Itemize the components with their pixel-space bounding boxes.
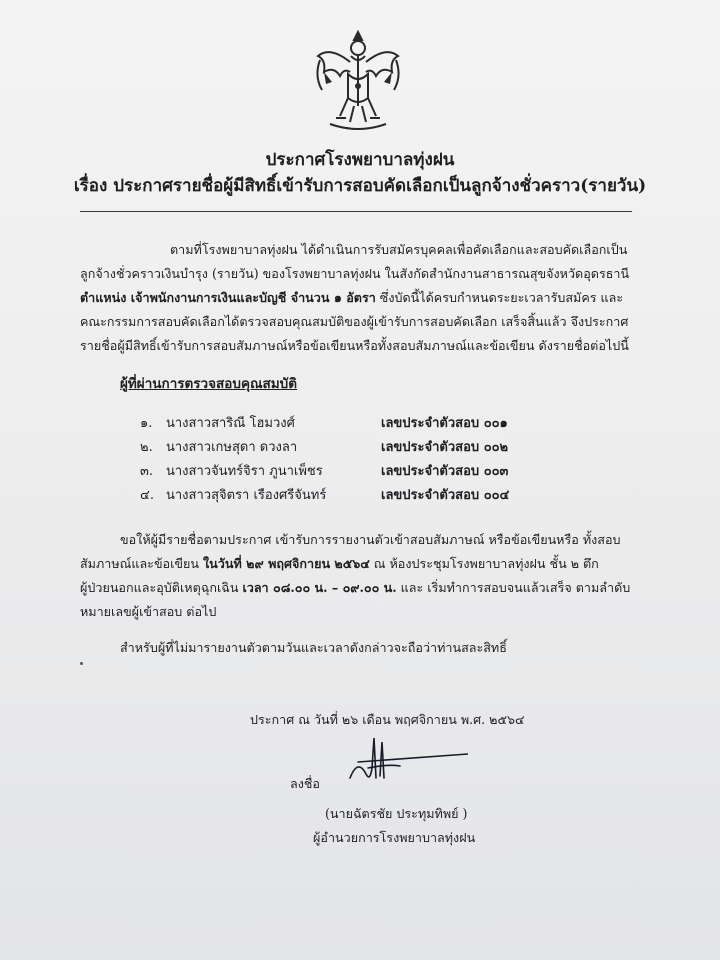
position-text: ตำแหน่ง เจ้าพนักงานการเงินและบัญชี จำนวน ๑ อัตรา [80,290,376,305]
candidate-row: ๔. นางสาวสุจิตรา เรืองศรีจันทร์ [140,488,327,503]
announcement-title: ประกาศโรงพยาบาลทุ่งฝน [265,150,455,170]
candidate-name: นางสาวสุจิตรา เรืองศรีจันทร์ [166,488,327,503]
section-heading: ผู้ที่ผ่านการตรวจสอบคุณสมบัติ [120,376,297,392]
report-line-4: หมายเลขผู้เข้าสอบ ต่อไป [80,604,217,619]
paper-speck [80,662,83,665]
candidate-name: นางสาวเกษสุดา ดวงลา [166,440,298,455]
candidate-exam-number: เลขประจำตัวสอบ ๐๐๑ [381,416,508,431]
signature [328,728,468,798]
absent-notice: สำหรับผู้ที่ไม่มารายงานตัวตามวันและเวลาดังกล่าวจะถือว่าท่านสละสิทธิ์ [120,640,507,655]
intro-line-3-rest: ซึ่งบัดนี้ได้ครบกำหนดระยะเวลารับสมัคร และ [375,290,624,305]
header-divider [80,211,632,212]
report-line-1: ขอให้ผู้มีรายชื่อตามประกาศ เข้ารับการรายงานตัวเข้าสอบสัมภาษณ์ หรือข้อเขียนหรือ ทั้งสอบ [120,532,621,547]
exam-time: เวลา ๐๘.๐๐ น. – ๐๙.๐๐ น. [242,580,397,595]
report-line-2: สัมภาษณ์และข้อเขียน ในวันที่ ๒๙ พฤศจิกายน ๒๕๖๔ ณ ห้องประชุมโรงพยาบาลทุ่งฝน ชั้น ๒ ตึก [80,556,599,571]
intro-line-3 [80,288,623,308]
candidate-name: นางสาวสาริณี โฮมวงศ์ [166,416,295,431]
signer-name: (นายฉัตรชัย ประทุมทิพย์ ) [325,806,468,821]
candidate-row: ๒. นางสาวเกษสุดา ดวงลา [140,440,298,455]
intro-line-4: คณะกรรมการสอบคัดเลือกได้ตรวจสอบคุณสมบัติของผู้เข้ารับการสอบคัดเลือก เสร็จสิ้นแล้ว จึงประกาศ [80,314,629,329]
intro-line-1: ตามที่โรงพยาบาลทุ่งฝน ได้ดำเนินการรับสมัครบุคคลเพื่อคัดเลือกและสอบคัดเลือกเป็น [170,242,628,257]
announcement-subject: เรื่อง ประกาศรายชื่อผู้มีสิทธิ์เข้ารับการสอบคัดเลือกเป็นลูกจ้างชั่วคราว(รายวัน) [73,176,647,196]
signer-position: ผู้อำนวยการโรงพยาบาลทุ่งฝน [313,830,476,845]
garuda-emblem [310,26,406,134]
report-line-3: ผู้ป่วยนอกและอุบัติเหตุฉุกเฉิน เวลา ๐๘.๐๐ น. – ๐๙.๐๐ น. และ เริ่มทำการสอบจนแล้วเสร็จ ตามลำดับ [80,580,631,595]
intro-line-5: รายชื่อผู้มีสิทธิ์เข้ารับการสอบสัมภาษณ์หรือข้อเขียนหรือทั้งสอบสัมภาษณ์และข้อเขียน ดังรายชื่อต่อไปนี้ [80,338,629,353]
candidate-row: ๓. นางสาวจันทร์จิรา ภูนาเพ็ชร [140,464,323,479]
candidate-row: ๑. นางสาวสาริณี โฮมวงศ์ [140,416,295,431]
announcement-date: ประกาศ ณ วันที่ ๒๖ เดือน พฤศจิกายน พ.ศ. ๒๕๖๔ [250,712,525,727]
exam-date: ในวันที่ ๒๙ พฤศจิกายน ๒๕๖๔ [203,556,370,571]
candidate-exam-number: เลขประจำตัวสอบ ๐๐๒ [381,440,509,455]
candidate-exam-number: เลขประจำตัวสอบ ๐๐๔ [381,488,510,503]
candidate-exam-number: เลขประจำตัวสอบ ๐๐๓ [381,464,509,479]
sign-label: ลงชื่อ [290,776,320,791]
candidate-name: นางสาวจันทร์จิรา ภูนาเพ็ชร [166,464,323,479]
intro-line-2: ลูกจ้างชั่วคราวเงินบำรุง (รายวัน) ของโรงพยาบาลทุ่งฝน ในสังกัดสำนักงานสาธารณสุขจังหวัดอุดรธานี [80,266,630,281]
